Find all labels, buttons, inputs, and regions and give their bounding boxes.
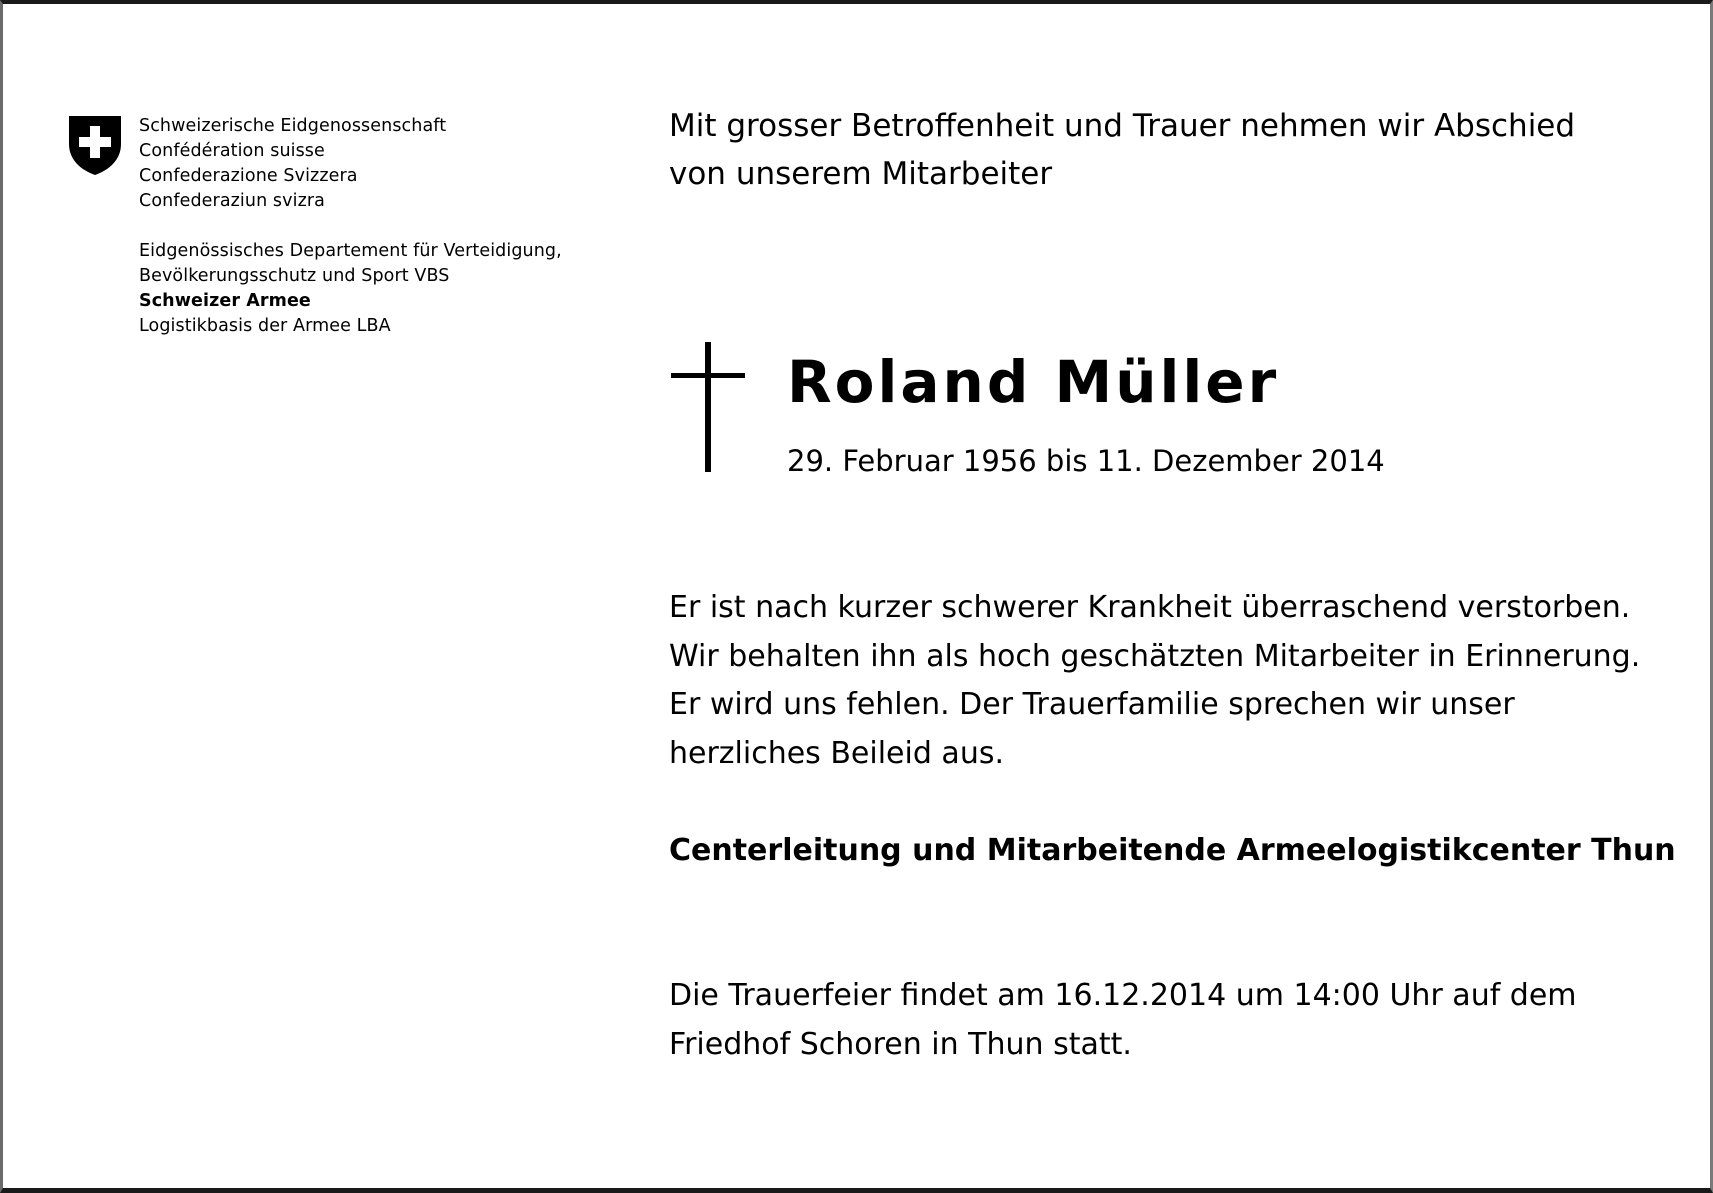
ceremony-line: Friedhof Schoren in Thun statt. <box>669 1026 1132 1062</box>
cross-icon <box>671 342 747 472</box>
condolence-line: Er ist nach kurzer schwerer Krankheit überraschend verstorben. <box>669 590 1631 625</box>
condolence-text <box>669 584 1640 778</box>
letterhead <box>139 114 562 339</box>
subunit-name: Logistikbasis der Armee LBA <box>139 316 391 336</box>
letterhead-line: Confederaziun svizra <box>139 191 325 211</box>
letterhead-line: Confederazione Svizzera <box>139 166 358 186</box>
condolence-line: Er wird uns fehlen. Der Trauerfamilie sprechen wir unser <box>669 687 1515 722</box>
department-line: Bevölkerungsschutz und Sport VBS <box>139 266 450 286</box>
life-dates: 29. Februar 1956 bis 11. Dezember 2014 <box>787 444 1385 478</box>
deceased-name: Roland Müller <box>787 348 1280 416</box>
condolence-line: herzliches Beileid aus. <box>669 735 1004 771</box>
intro-line: Mit grosser Betroffenheit und Trauer nehmen wir Abschied <box>669 108 1576 144</box>
unit-name: Schweizer Armee <box>139 291 311 311</box>
department-line: Eidgenössisches Departement für Verteidigung, <box>139 241 562 261</box>
letterhead-line: Schweizerische Eidgenossenschaft <box>139 116 447 136</box>
intro-text <box>669 102 1575 198</box>
ceremony-info <box>669 972 1577 1069</box>
letterhead-line: Confédération suisse <box>139 141 325 161</box>
ceremony-line: Die Trauerfeier findet am 16.12.2014 um 14:00 Uhr auf dem <box>669 978 1577 1013</box>
condolence-line: Wir behalten ihn als hoch geschätzten Mitarbeiter in Erinnerung. <box>669 638 1641 674</box>
swiss-coat-of-arms-icon <box>67 114 123 176</box>
letterhead-spacer <box>139 214 562 239</box>
intro-line: von unserem Mitarbeiter <box>669 156 1053 192</box>
signature: Centerleitung und Mitarbeitende Armeelogistikcenter Thun <box>669 833 1676 868</box>
